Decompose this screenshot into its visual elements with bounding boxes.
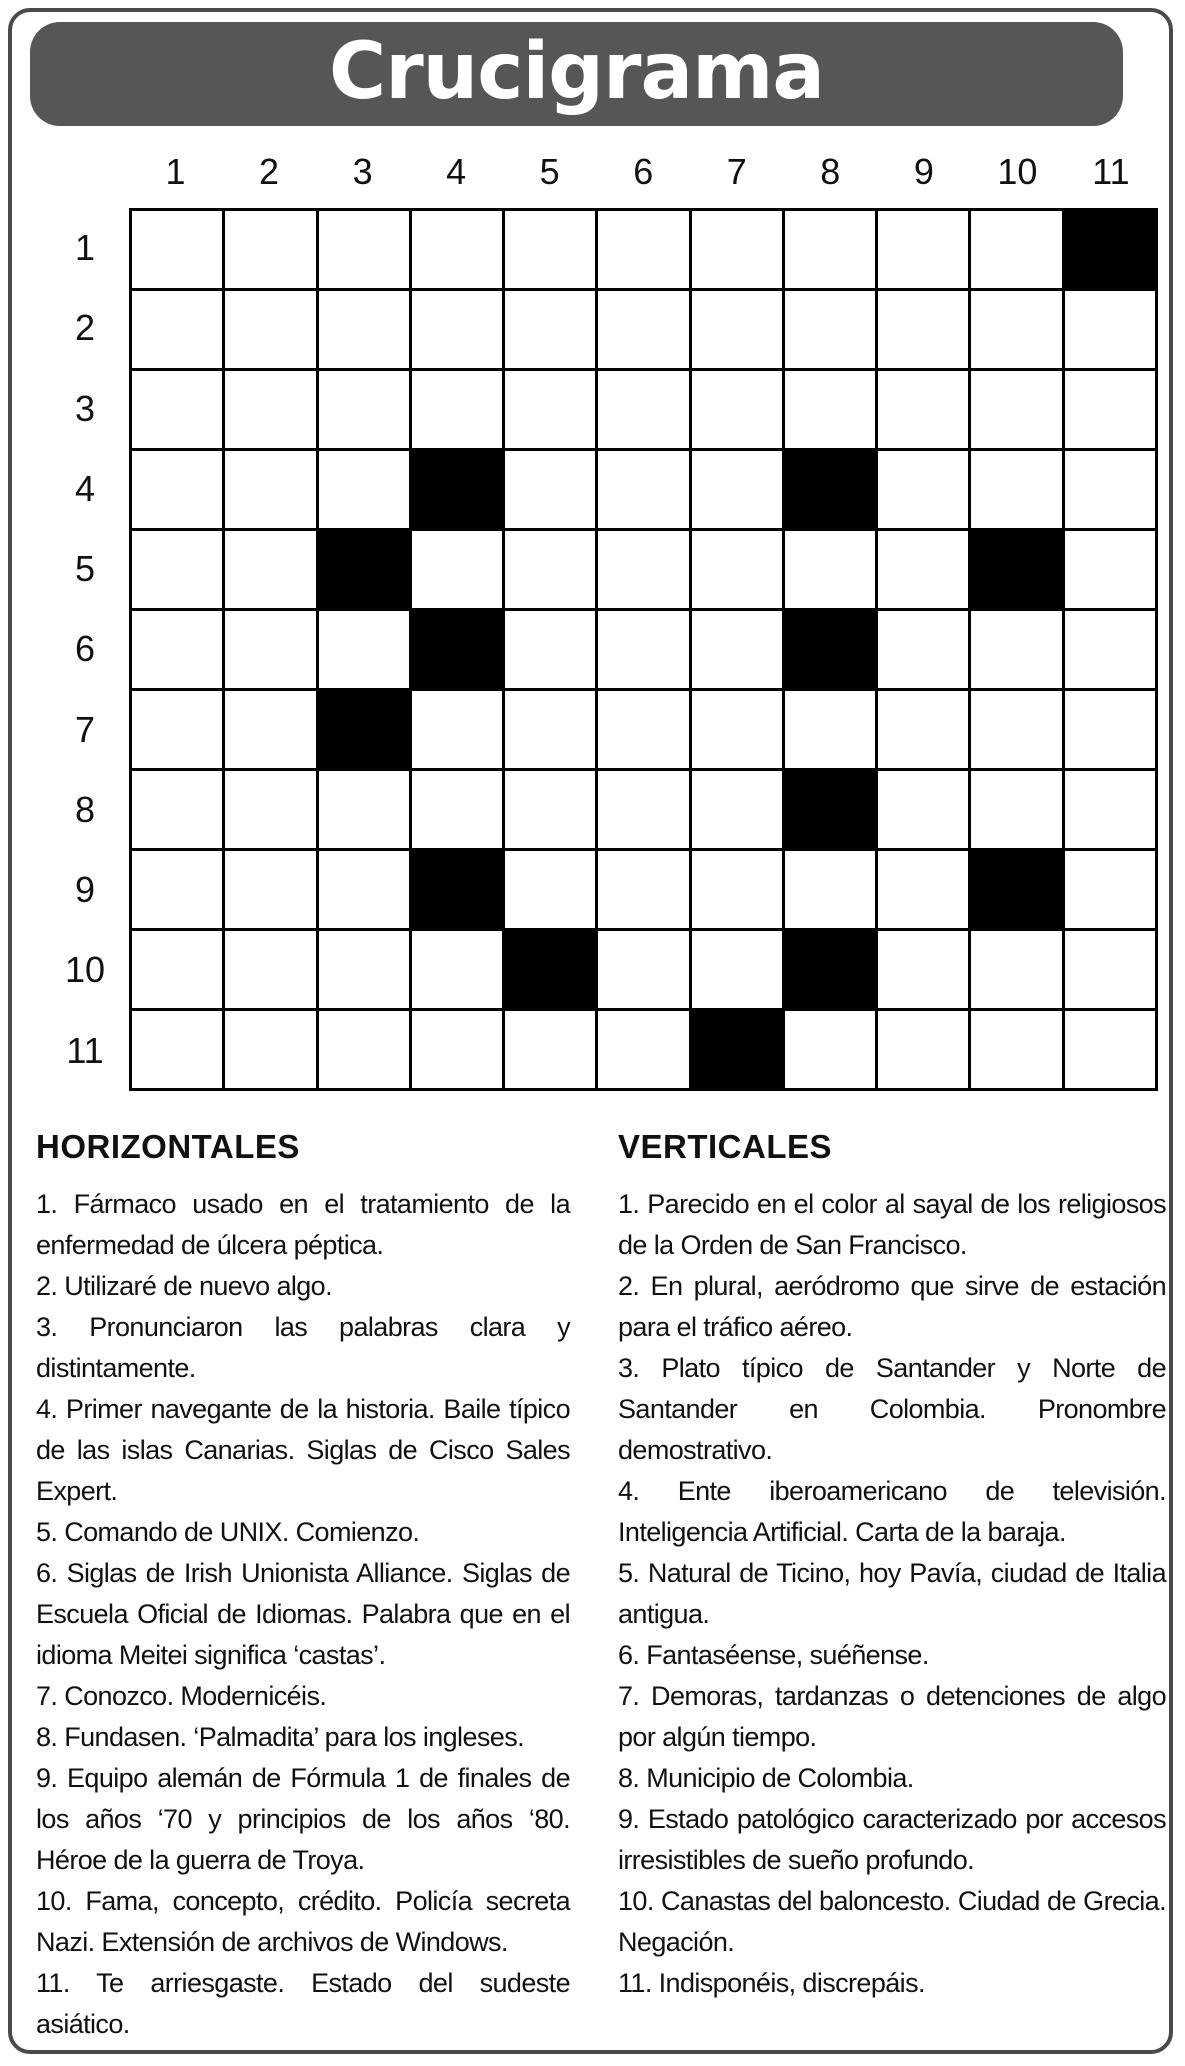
horizontales-section — [36, 1128, 570, 2045]
black-cell — [785, 931, 875, 1008]
grid-cell[interactable] — [878, 931, 968, 1008]
column-number: 1 — [165, 151, 186, 192]
grid-cell[interactable] — [971, 211, 1061, 288]
row-number: 5 — [74, 548, 96, 590]
grid-cell[interactable] — [1065, 771, 1155, 848]
verticales-clue: 2. En plural, aeródromo que sirve de estación para el tráfico aéreo. — [618, 1271, 1166, 1342]
grid-cell[interactable] — [412, 211, 502, 288]
column-number: 3 — [352, 151, 373, 192]
grid-cell[interactable] — [878, 611, 968, 688]
grid-cell[interactable] — [132, 1011, 222, 1088]
grid-cell[interactable] — [598, 691, 688, 768]
grid-cell[interactable] — [225, 531, 315, 608]
grid-cell[interactable] — [505, 1011, 595, 1088]
grid-cell[interactable] — [225, 931, 315, 1008]
column-number: 4 — [446, 151, 467, 192]
grid-cell[interactable] — [505, 451, 595, 528]
grid-cell[interactable] — [132, 371, 222, 448]
verticales-section — [618, 1128, 1166, 2004]
horizontales-clue: 3. Pronunciaron las palabras clara y distintamente. — [36, 1312, 570, 1383]
grid-cell[interactable] — [598, 851, 688, 928]
grid-cell[interactable] — [132, 531, 222, 608]
grid-cell[interactable] — [225, 611, 315, 688]
horizontales-clue: 9. Equipo alemán de Fórmula 1 de finales de los años ‘70 y principios de los años ‘80. Héroe de la guerra de Troya. — [36, 1763, 570, 1875]
column-number: 2 — [259, 151, 280, 192]
grid-cell[interactable] — [319, 451, 409, 528]
crossword-grid — [129, 208, 1158, 1091]
horizontales-clue: 4. Primer navegante de la historia. Baile típico de las islas Canarias. Siglas de Cisco Sales Expert. — [36, 1394, 570, 1506]
grid-cell[interactable] — [878, 451, 968, 528]
black-cell — [692, 1011, 782, 1088]
grid-cell[interactable] — [132, 771, 222, 848]
black-cell — [785, 451, 875, 528]
grid-cell[interactable] — [1065, 451, 1155, 528]
grid-cell[interactable] — [412, 931, 502, 1008]
grid-cell[interactable] — [1065, 531, 1155, 608]
grid-cell[interactable] — [505, 291, 595, 368]
grid-cell[interactable] — [785, 291, 875, 368]
grid-cell[interactable] — [692, 611, 782, 688]
horizontales-clue: 1. Fármaco usado en el tratamiento de la enfermedad de úlcera péptica. — [36, 1189, 570, 1260]
grid-cell[interactable] — [505, 371, 595, 448]
verticales-clue: 11. Indisponéis, discrepáis. — [618, 1968, 925, 1998]
grid-cell[interactable] — [971, 451, 1061, 528]
grid-cell[interactable] — [971, 1011, 1061, 1088]
grid-cell[interactable] — [598, 531, 688, 608]
horizontales-clue: 10. Fama, concepto, crédito. Policía secreta Nazi. Extensión de archivos de Windows. — [36, 1886, 570, 1957]
verticales-heading: VERTICALES — [618, 1128, 833, 1165]
grid-cell[interactable] — [412, 291, 502, 368]
horizontales-clue: 5. Comando de UNIX. Comienzo. — [36, 1517, 420, 1547]
grid-cell[interactable] — [878, 1011, 968, 1088]
grid-cell[interactable] — [692, 371, 782, 448]
grid-cell[interactable] — [319, 291, 409, 368]
grid-cell[interactable] — [785, 851, 875, 928]
grid-cell[interactable] — [598, 1011, 688, 1088]
row-number: 11 — [66, 1029, 104, 1071]
grid-cell[interactable] — [505, 691, 595, 768]
column-number: 10 — [997, 151, 1038, 192]
grid-cell[interactable] — [505, 531, 595, 608]
grid-cell[interactable] — [878, 211, 968, 288]
grid-cell[interactable] — [225, 211, 315, 288]
row-number: 3 — [74, 387, 96, 429]
verticales-clue: 8. Municipio de Colombia. — [618, 1763, 914, 1793]
grid-cell[interactable] — [225, 851, 315, 928]
black-cell — [1065, 211, 1155, 288]
grid-cell[interactable] — [1065, 931, 1155, 1008]
verticales-clue: 4. Ente iberoamericano de televisión. Inteligencia Artificial. Carta de la baraja. — [618, 1476, 1166, 1547]
grid-cell[interactable] — [225, 291, 315, 368]
grid-cell[interactable] — [132, 851, 222, 928]
grid-cell[interactable] — [505, 771, 595, 848]
black-cell — [971, 531, 1061, 608]
grid-cell[interactable] — [225, 451, 315, 528]
black-cell — [319, 691, 409, 768]
grid-cell[interactable] — [319, 611, 409, 688]
grid-cell[interactable] — [971, 291, 1061, 368]
grid-cell[interactable] — [692, 451, 782, 528]
grid-cell[interactable] — [1065, 851, 1155, 928]
horizontales-heading: HORIZONTALES — [36, 1128, 300, 1165]
row-number: 1 — [74, 227, 96, 268]
black-cell — [971, 851, 1061, 928]
grid-cell[interactable] — [1065, 611, 1155, 688]
black-cell — [785, 611, 875, 688]
grid-cell[interactable] — [132, 611, 222, 688]
grid-cell[interactable] — [785, 531, 875, 608]
column-number: 7 — [726, 151, 747, 192]
page-title: Crucigrama — [328, 27, 825, 117]
grid-cell[interactable] — [412, 691, 502, 768]
grid-cell[interactable] — [598, 771, 688, 848]
grid-cell[interactable] — [1065, 291, 1155, 368]
grid-cell[interactable] — [598, 291, 688, 368]
grid-cell[interactable] — [692, 691, 782, 768]
grid-cell[interactable] — [1065, 691, 1155, 768]
horizontales-list — [36, 1184, 570, 2045]
row-number: 8 — [74, 788, 96, 830]
grid-cell[interactable] — [598, 451, 688, 528]
verticales-clue: 9. Estado patológico caracterizado por accesos irresistibles de sueño profundo. — [618, 1804, 1166, 1875]
horizontales-clue: 7. Conozco. Modernicéis. — [36, 1681, 327, 1711]
grid-cell[interactable] — [132, 451, 222, 528]
grid-cell[interactable] — [319, 851, 409, 928]
verticales-clue: 3. Plato típico de Santander y Norte de Santander en Colombia. Pronombre demostrativo. — [618, 1353, 1166, 1465]
grid-cell[interactable] — [225, 771, 315, 848]
verticales-clue: 5. Natural de Ticino, hoy Pavía, ciudad de Italia antigua. — [618, 1558, 1166, 1629]
verticales-clue: 1. Parecido en el color al sayal de los religiosos de la Orden de San Francisco. — [618, 1189, 1166, 1260]
black-cell — [412, 451, 502, 528]
row-number: 10 — [64, 949, 106, 991]
grid-cell[interactable] — [785, 211, 875, 288]
grid-cell[interactable] — [505, 851, 595, 928]
grid-cell[interactable] — [225, 691, 315, 768]
grid-cell[interactable] — [598, 211, 688, 288]
grid-cell[interactable] — [692, 211, 782, 288]
column-number: 11 — [1092, 151, 1130, 192]
grid-cell[interactable] — [412, 1011, 502, 1088]
verticales-list — [618, 1184, 1166, 2004]
grid-cell[interactable] — [878, 851, 968, 928]
grid-cell[interactable] — [598, 611, 688, 688]
grid-cell[interactable] — [971, 771, 1061, 848]
grid-cell[interactable] — [692, 531, 782, 608]
grid-cell[interactable] — [878, 291, 968, 368]
column-number: 8 — [820, 151, 841, 192]
grid-cell[interactable] — [785, 371, 875, 448]
black-cell — [505, 931, 595, 1008]
grid-cell[interactable] — [225, 371, 315, 448]
column-number: 9 — [913, 151, 934, 192]
grid-cell[interactable] — [878, 691, 968, 768]
grid-cell[interactable] — [505, 611, 595, 688]
grid-cell[interactable] — [319, 211, 409, 288]
verticales-clue: 10. Canastas del baloncesto. Ciudad de Grecia. Negación. — [618, 1886, 1166, 1957]
grid-cell[interactable] — [785, 691, 875, 768]
grid-cell[interactable] — [132, 691, 222, 768]
grid-cell[interactable] — [878, 771, 968, 848]
verticales-clue: 6. Fantaséense, suéñense. — [618, 1640, 929, 1670]
horizontales-clue: 11. Te arriesgaste. Estado del sudeste asiático. — [36, 1968, 570, 2039]
grid-cell[interactable] — [598, 931, 688, 1008]
grid-cell[interactable] — [692, 291, 782, 368]
grid-cell[interactable] — [692, 851, 782, 928]
grid-cell[interactable] — [132, 931, 222, 1008]
grid-cell[interactable] — [1065, 371, 1155, 448]
black-cell — [412, 611, 502, 688]
row-number: 4 — [74, 467, 96, 509]
grid-cell[interactable] — [132, 291, 222, 368]
row-number: 2 — [74, 307, 96, 349]
grid-cell[interactable] — [412, 771, 502, 848]
title-bar — [30, 22, 1123, 126]
verticales-clue: 7. Demoras, tardanzas o detenciones de algo por algún tiempo. — [618, 1681, 1166, 1752]
row-number: 6 — [74, 628, 96, 670]
grid-cell[interactable] — [412, 531, 502, 608]
grid-cell[interactable] — [412, 371, 502, 448]
grid-cell[interactable] — [692, 931, 782, 1008]
grid-cell[interactable] — [971, 931, 1061, 1008]
grid-cell[interactable] — [132, 211, 222, 288]
black-cell — [785, 771, 875, 848]
grid-cell[interactable] — [971, 371, 1061, 448]
column-number: 5 — [539, 151, 560, 192]
grid-cell[interactable] — [319, 1011, 409, 1088]
horizontales-clue: 8. Fundasen. ‘Palmadita’ para los ingleses. — [36, 1722, 524, 1752]
grid-cell[interactable] — [319, 771, 409, 848]
grid-cell[interactable] — [1065, 1011, 1155, 1088]
grid-cell[interactable] — [878, 371, 968, 448]
row-number: 9 — [74, 869, 96, 911]
column-number: 6 — [633, 151, 654, 192]
grid-cell[interactable] — [319, 371, 409, 448]
row-number: 7 — [74, 708, 96, 750]
grid-cell[interactable] — [692, 771, 782, 848]
horizontales-clue: 6. Siglas de Irish Unionista Alliance. Siglas de Escuela Oficial de Idiomas. Palabra que en el idioma Meitei significa ‘castas’. — [36, 1558, 570, 1670]
grid-cell[interactable] — [971, 691, 1061, 768]
grid-cell[interactable] — [598, 371, 688, 448]
grid-cell[interactable] — [878, 531, 968, 608]
grid-cell[interactable] — [785, 1011, 875, 1088]
black-cell — [319, 531, 409, 608]
grid-cell[interactable] — [225, 1011, 315, 1088]
grid-cell[interactable] — [505, 211, 595, 288]
black-cell — [412, 851, 502, 928]
horizontales-clue: 2. Utilizaré de nuevo algo. — [36, 1271, 332, 1301]
grid-cell[interactable] — [319, 931, 409, 1008]
grid-cell[interactable] — [971, 611, 1061, 688]
